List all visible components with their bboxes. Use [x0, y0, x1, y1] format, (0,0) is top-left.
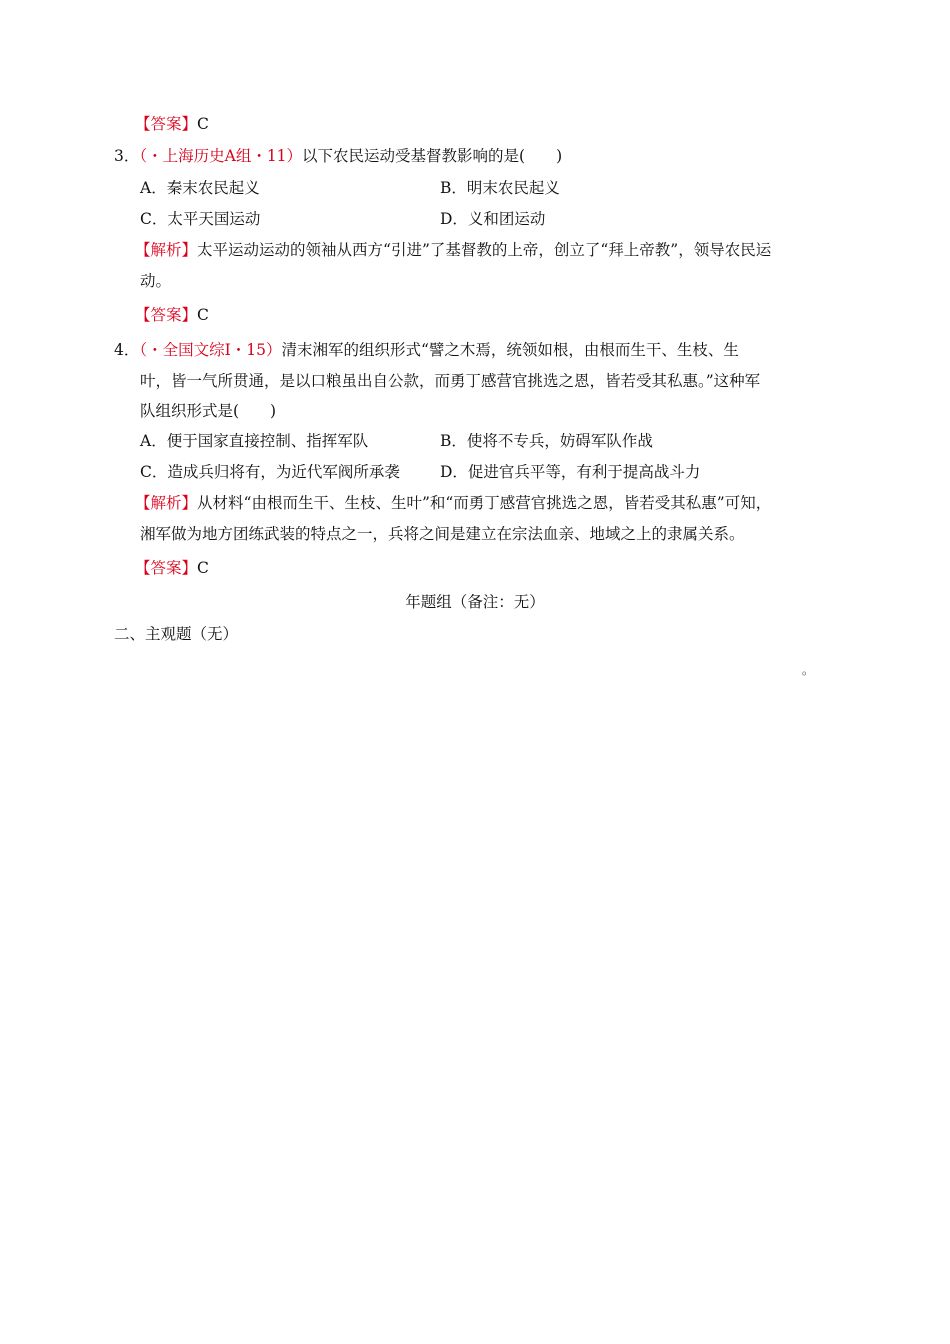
analysis-text: 从材料“由根而生干、生枝、生叶”和“而勇丁感营官挑选之恩，皆若受其私惠”可知， [197, 494, 772, 512]
q4-option-b: B．使将不专兵，妨碍军队作战 [440, 432, 653, 450]
end-mark: 。 [802, 663, 815, 677]
question-text: 清末湘军的组织形式“譬之木焉，统领如根，由根而生干、生枝、生 [281, 341, 739, 359]
answer-value: C [197, 559, 209, 577]
q3-option-d: D．义和团运动 [440, 210, 546, 228]
question-4-stem-line2: 叶，皆一气所贯通，是以口粮虽出自公款，而勇丁感营官挑选之恩，皆若受其私惠。”这种军 [140, 372, 761, 390]
q3-analysis-line2: 动。 [140, 272, 172, 290]
q4-answer-line [135, 558, 209, 578]
question-3-stem [114, 146, 562, 166]
answer-tag: 【答案】 [135, 306, 198, 324]
question-source: （・上海历史A组・11） [139, 147, 303, 165]
q4-analysis-line1 [135, 493, 771, 513]
question-source: （・全国文综Ⅰ・15） [139, 341, 282, 359]
question-4-stem-line1 [114, 340, 739, 360]
q4-option-a: A．便于国家直接控制、指挥军队 [140, 432, 369, 450]
q4-option-d: D．促进官兵平等，有利于提高战斗力 [440, 463, 701, 481]
analysis-tag: 【解析】 [135, 494, 198, 512]
q3-option-a: A．秦末农民起义 [140, 179, 260, 197]
group-title: 年题组（备注：无） [405, 593, 545, 611]
analysis-text: 太平运动运动的领袖从西方“引进”了基督教的上帝，创立了“拜上帝教”，领导农民运 [197, 241, 772, 259]
q3-answer-line [135, 305, 209, 325]
answer-line-1 [135, 114, 209, 134]
answer-value: C [197, 115, 209, 133]
question-text: 以下农民运动受基督教影响的是( ) [302, 147, 563, 165]
analysis-tag: 【解析】 [135, 241, 198, 259]
q4-analysis-line2: 湘军做为地方团练武装的特点之一，兵将之间是建立在宗法血亲、地域之上的隶属关系。 [140, 525, 745, 543]
answer-tag: 【答案】 [135, 115, 198, 133]
question-number: 3． [114, 147, 140, 165]
question-number: 4． [114, 341, 140, 359]
q4-option-c: C．造成兵归将有，为近代军阀所承袭 [140, 463, 400, 481]
section-two-heading: 二、主观题（无） [114, 625, 239, 643]
q3-option-c: C．太平天国运动 [140, 210, 261, 228]
answer-tag: 【答案】 [135, 559, 198, 577]
q3-option-b: B．明末农民起义 [440, 179, 560, 197]
answer-value: C [197, 306, 209, 324]
q3-analysis-line1 [135, 240, 771, 260]
question-4-stem-line3: 队组织形式是( ) [140, 402, 277, 420]
